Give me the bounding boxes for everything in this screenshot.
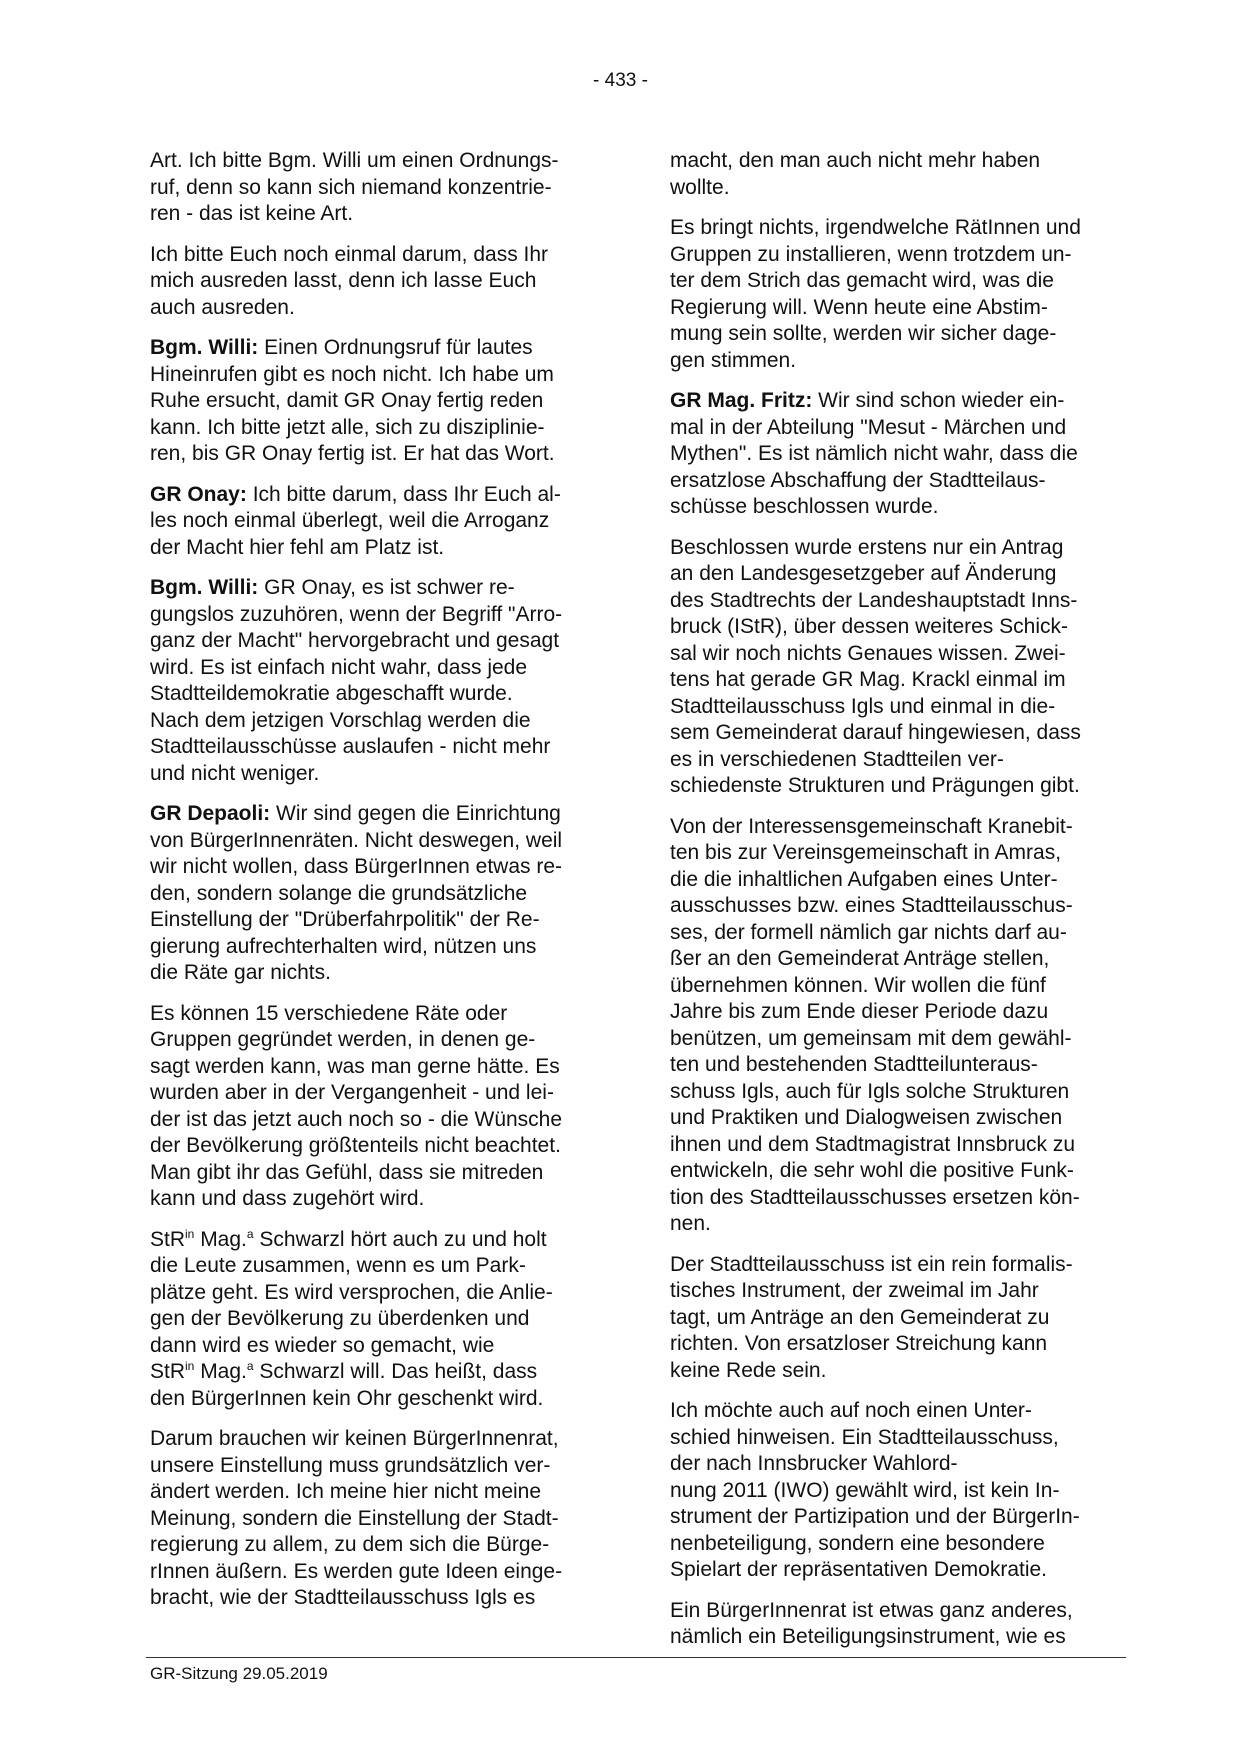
text-line: ruf, denn so kann sich niemand konzentrie-	[150, 175, 552, 199]
text-run: Wir sind gegen die Einrichtung	[270, 802, 561, 825]
text-line: kann. Ich bitte jetzt alle, sich zu disziplinie-	[150, 415, 545, 439]
text-line: schüsse beschlossen wurde.	[670, 495, 939, 518]
text-line: gungslos zuzuhören, wenn der Begriff "Arro-	[150, 602, 563, 626]
text-run: StR	[150, 1360, 186, 1383]
text-line: ausschusses bzw. eines Stadtteilausschus-	[670, 894, 1073, 917]
page-number: - 433 -	[593, 70, 648, 91]
text-line: Ich möchte auch auf noch einen Unter-	[670, 1399, 1032, 1422]
text-line: schied hinweisen. Ein Stadtteilausschuss,	[670, 1425, 1059, 1449]
text-line	[150, 575, 590, 602]
text-line: bracht, wie der Stadtteilausschuss Igls es	[150, 1586, 536, 1609]
text-line: gierung aufrechterhalten wird, nützen uns	[150, 934, 537, 958]
text-line: Mythen". Es ist nämlich nicht wahr, dass die	[670, 442, 1078, 465]
paragraph	[670, 215, 1110, 374]
text-line: macht, den man auch nicht mehr haben	[670, 149, 1041, 172]
text-line: nung 2011 (IWO) gewählt wird, ist kein In-	[670, 1478, 1060, 1502]
text-line: ßer an den Gemeinderat Anträge stellen,	[670, 947, 1050, 970]
text-line: tion des Stadtteilausschusses ersetzen kön-	[670, 1185, 1080, 1209]
text-run: Ich bitte darum, dass Ihr Euch al-	[246, 482, 561, 506]
superscript: in	[185, 1226, 195, 1241]
text-line: plätze geht. Es wird versprochen, die Anlie-	[150, 1280, 553, 1304]
text-line: wird. Es ist einfach nicht wahr, dass jede	[150, 655, 528, 679]
text-line: ses, der formell nämlich gar nichts darf au-	[670, 920, 1067, 944]
text-run: StR	[150, 1227, 186, 1251]
text-line: Beschlossen wurde erstens nur ein Antrag	[670, 535, 1064, 559]
speaker-name: Bgm. Willi:	[150, 336, 259, 359]
text-line: kann und dass zugehört wird.	[150, 1187, 425, 1210]
text-line: und Praktiken und Dialogweisen zwischen	[670, 1106, 1063, 1129]
text-line: die Räte gar nichts.	[150, 961, 331, 984]
text-line: benützen, um gemeinsam mit dem gewähl-	[670, 1026, 1072, 1050]
text-line: an den Landesgesetzgeber auf Änderung	[670, 562, 1057, 585]
text-line: übernehmen können. Wir wollen die fünf	[670, 973, 1046, 997]
speaker-name: GR Depaoli:	[150, 802, 271, 825]
text-line: mal in der Abteilung "Mesut - Märchen und	[670, 415, 1067, 439]
text-run: GR Onay, es ist schwer re-	[258, 576, 515, 599]
text-line: die Leute zusammen, wenn es um Park-	[150, 1254, 526, 1277]
text-line: Der Stadtteilausschuss ist ein rein formalis-	[670, 1252, 1073, 1276]
text-line: strument der Partizipation und der BürgerIn-	[670, 1505, 1080, 1528]
left-paragraphs	[150, 148, 590, 1213]
text-line: tagt, um Anträge an den Gemeinderat zu	[670, 1305, 1050, 1329]
text-line: die die inhaltlichen Aufgaben eines Unter-	[670, 867, 1058, 891]
right-column	[670, 148, 1110, 1665]
speaker-name: GR Mag. Fritz:	[670, 389, 813, 412]
text-line: ersatzlose Abschaffung der Stadtteilaus-	[670, 468, 1046, 492]
text-line	[150, 482, 590, 509]
text-line: gen der Bevölkerung zu überdenken und	[150, 1307, 530, 1330]
text-line: ten bis zur Vereinsgemeinschaft in Amras,	[670, 841, 1062, 864]
text-line	[150, 335, 590, 362]
text-line: der nach Innsbrucker Wahlord-	[670, 1452, 958, 1475]
text-line: mung sein sollte, werden wir sicher dage-	[670, 322, 1057, 345]
text-line: Meinung, sondern die Einstellung der Stadt-	[150, 1506, 559, 1530]
superscript: in	[185, 1359, 195, 1373]
text-line: regierung zu allem, zu dem sich die Bürge-	[150, 1533, 550, 1556]
text-line: gen stimmen.	[670, 348, 797, 372]
text-line: sal wir noch nichts Genaues wissen. Zwei-	[670, 641, 1066, 665]
text-line: ter dem Strich das gemacht wird, was die	[670, 269, 1054, 292]
text-run: Wir sind schon wieder ein-	[812, 389, 1065, 412]
paragraph	[670, 814, 1110, 1238]
text-line: ren, bis GR Onay fertig ist. Er hat das Wort.	[150, 442, 555, 465]
paragraph	[150, 482, 590, 562]
right-paragraphs	[670, 148, 1110, 1651]
text-line: den BürgerInnen kein Ohr geschenkt wird.	[150, 1386, 544, 1410]
text-line	[150, 1227, 590, 1254]
text-line: schiedenste Strukturen und Prägungen gibt.	[670, 774, 1080, 797]
text-line: Jahre bis zum Ende dieser Periode dazu	[670, 1000, 1049, 1023]
speaker-name: Bgm. Willi:	[150, 576, 259, 599]
text-line: entwickeln, die sehr wohl die positive Funk-	[670, 1159, 1074, 1182]
text-line: Ein BürgerInnenrat ist etwas ganz anderes,	[670, 1598, 1073, 1622]
text-run: Einen Ordnungsruf für lautes	[258, 336, 533, 359]
text-line: wir nicht wollen, dass BürgerInnen etwas re-	[150, 855, 563, 878]
text-line: Ich bitte Euch noch einmal darum, dass Ihr	[150, 242, 549, 266]
footer-session-date: GR-Sitzung 29.05.2019	[150, 1664, 328, 1683]
text-line: tisches Instrument, der zweimal im Jahr	[670, 1279, 1039, 1302]
text-line: nämlich ein Beteiligungsinstrument, wie es	[670, 1625, 1066, 1648]
text-line: Stadtteilausschuss Igls und einmal in die-	[670, 694, 1056, 718]
text-line: Stadtteildemokratie abgeschafft wurde.	[150, 682, 513, 705]
text-line: auch ausreden.	[150, 295, 295, 319]
paragraph	[150, 1426, 590, 1612]
text-line: der Macht hier fehl am Platz ist.	[150, 535, 445, 559]
paragraph	[150, 1001, 590, 1213]
text-line: Art. Ich bitte Bgm. Willi um einen Ordnungs-	[150, 149, 559, 172]
superscript: a	[246, 1226, 254, 1241]
text-line: Man gibt ihr das Gefühl, dass sie mitreden	[150, 1160, 544, 1184]
text-line: Spielart der repräsentativen Demokratie.	[670, 1558, 1048, 1581]
text-line: Darum brauchen wir keinen BürgerInnenrat,	[150, 1427, 559, 1450]
superscript: a	[246, 1359, 254, 1373]
text-line: ändert werden. Ich meine hier nicht meine	[150, 1480, 542, 1503]
paragraph-schwarzl	[150, 1227, 590, 1413]
text-line: Es bringt nichts, irgendwelche RätInnen und	[670, 216, 1081, 239]
speaker-name: GR Onay:	[150, 482, 247, 506]
text-line: nenbeteiligung, sondern eine besondere	[670, 1531, 1045, 1555]
left-last-paragraph	[150, 1426, 590, 1612]
paragraph	[150, 148, 590, 228]
text-line: nen.	[670, 1212, 711, 1235]
text-line: Regierung will. Wenn heute eine Abstim-	[670, 295, 1048, 319]
text-line: es in verschiedenen Stadtteilen ver-	[670, 747, 1004, 771]
text-line: ihnen und dem Stadtmagistrat Innsbruck zu	[670, 1132, 1076, 1156]
text-line: des Stadtrechts der Landeshauptstadt Inns-	[670, 588, 1078, 612]
text-line: les noch einmal überlegt, weil die Arroganz	[150, 509, 550, 532]
text-line: Ruhe ersucht, damit GR Onay fertig reden	[150, 389, 544, 412]
text-line: sagt werden kann, was man gerne hätte. Es	[150, 1054, 560, 1078]
text-line: wollte.	[670, 175, 730, 199]
text-line: ten und bestehenden Stadtteilunteraus-	[670, 1053, 1038, 1076]
text-line: Es können 15 verschiedene Räte oder	[150, 1001, 508, 1025]
text-run: Mag.	[194, 1360, 247, 1383]
text-line: rInnen äußern. Es werden gute Ideen einge-	[150, 1559, 563, 1583]
paragraph	[670, 1398, 1110, 1584]
left-column	[150, 148, 590, 1626]
text-line: wurden aber in der Vergangenheit - und lei-	[150, 1081, 554, 1104]
text-line: ren - das ist keine Art.	[150, 202, 354, 225]
paragraph	[150, 801, 590, 987]
text-line: Gruppen gegründet werden, in denen ge-	[150, 1028, 536, 1051]
text-run: Schwarzl hört auch zu und holt	[253, 1227, 547, 1251]
text-run: Mag.	[194, 1227, 247, 1251]
paragraph	[150, 335, 590, 468]
text-line: von BürgerInnenräten. Nicht deswegen, weil	[150, 828, 563, 852]
text-line: sem Gemeinderat darauf hingewiesen, dass	[670, 721, 1081, 744]
text-line	[150, 1359, 590, 1386]
text-line: richten. Von ersatzloser Streichung kann	[670, 1332, 1048, 1355]
text-line: mich ausreden lasst, denn ich lasse Euch	[150, 269, 537, 292]
text-line: und nicht weniger.	[150, 761, 320, 785]
paragraph	[670, 1598, 1110, 1651]
text-line: Gruppen zu installieren, wenn trotzdem un-	[670, 242, 1072, 266]
text-line: Nach dem jetzigen Vorschlag werden die	[150, 708, 531, 732]
text-line: bruck (IStR), über dessen weiteres Schick-	[670, 615, 1068, 638]
paragraph	[670, 148, 1110, 201]
footer-divider	[146, 1657, 1126, 1658]
text-line: den, sondern solange die grundsätzliche	[150, 881, 528, 905]
text-line: Einstellung der "Drüberfahrpolitik" der Re-	[150, 908, 540, 931]
paragraph	[670, 1252, 1110, 1385]
paragraph	[150, 242, 590, 322]
paragraph	[150, 575, 590, 787]
text-line: keine Rede sein.	[670, 1358, 827, 1382]
text-line: der ist das jetzt auch noch so - die Wünsche	[150, 1107, 563, 1131]
text-line	[670, 388, 1110, 415]
text-line: dann wird es wieder so gemacht, wie	[150, 1333, 495, 1357]
text-line: unsere Einstellung muss grundsätzlich ver-	[150, 1453, 551, 1477]
paragraph	[670, 388, 1110, 521]
text-line: schuss Igls, auch für Igls solche Strukturen	[670, 1079, 1070, 1103]
text-run: Schwarzl will. Das heißt, dass	[253, 1360, 538, 1383]
text-line	[150, 801, 590, 828]
text-line: Hineinrufen gibt es noch nicht. Ich habe um	[150, 362, 554, 386]
text-line: der Bevölkerung größtenteils nicht beachtet.	[150, 1134, 561, 1157]
text-line: ganz der Macht" hervorgebracht und gesagt	[150, 629, 560, 652]
paragraph	[670, 535, 1110, 800]
text-line: tens hat gerade GR Mag. Krackl einmal im	[670, 668, 1066, 691]
text-line: Stadtteilausschüsse auslaufen - nicht mehr	[150, 735, 551, 758]
text-line: Von der Interessensgemeinschaft Kranebit-	[670, 814, 1073, 838]
